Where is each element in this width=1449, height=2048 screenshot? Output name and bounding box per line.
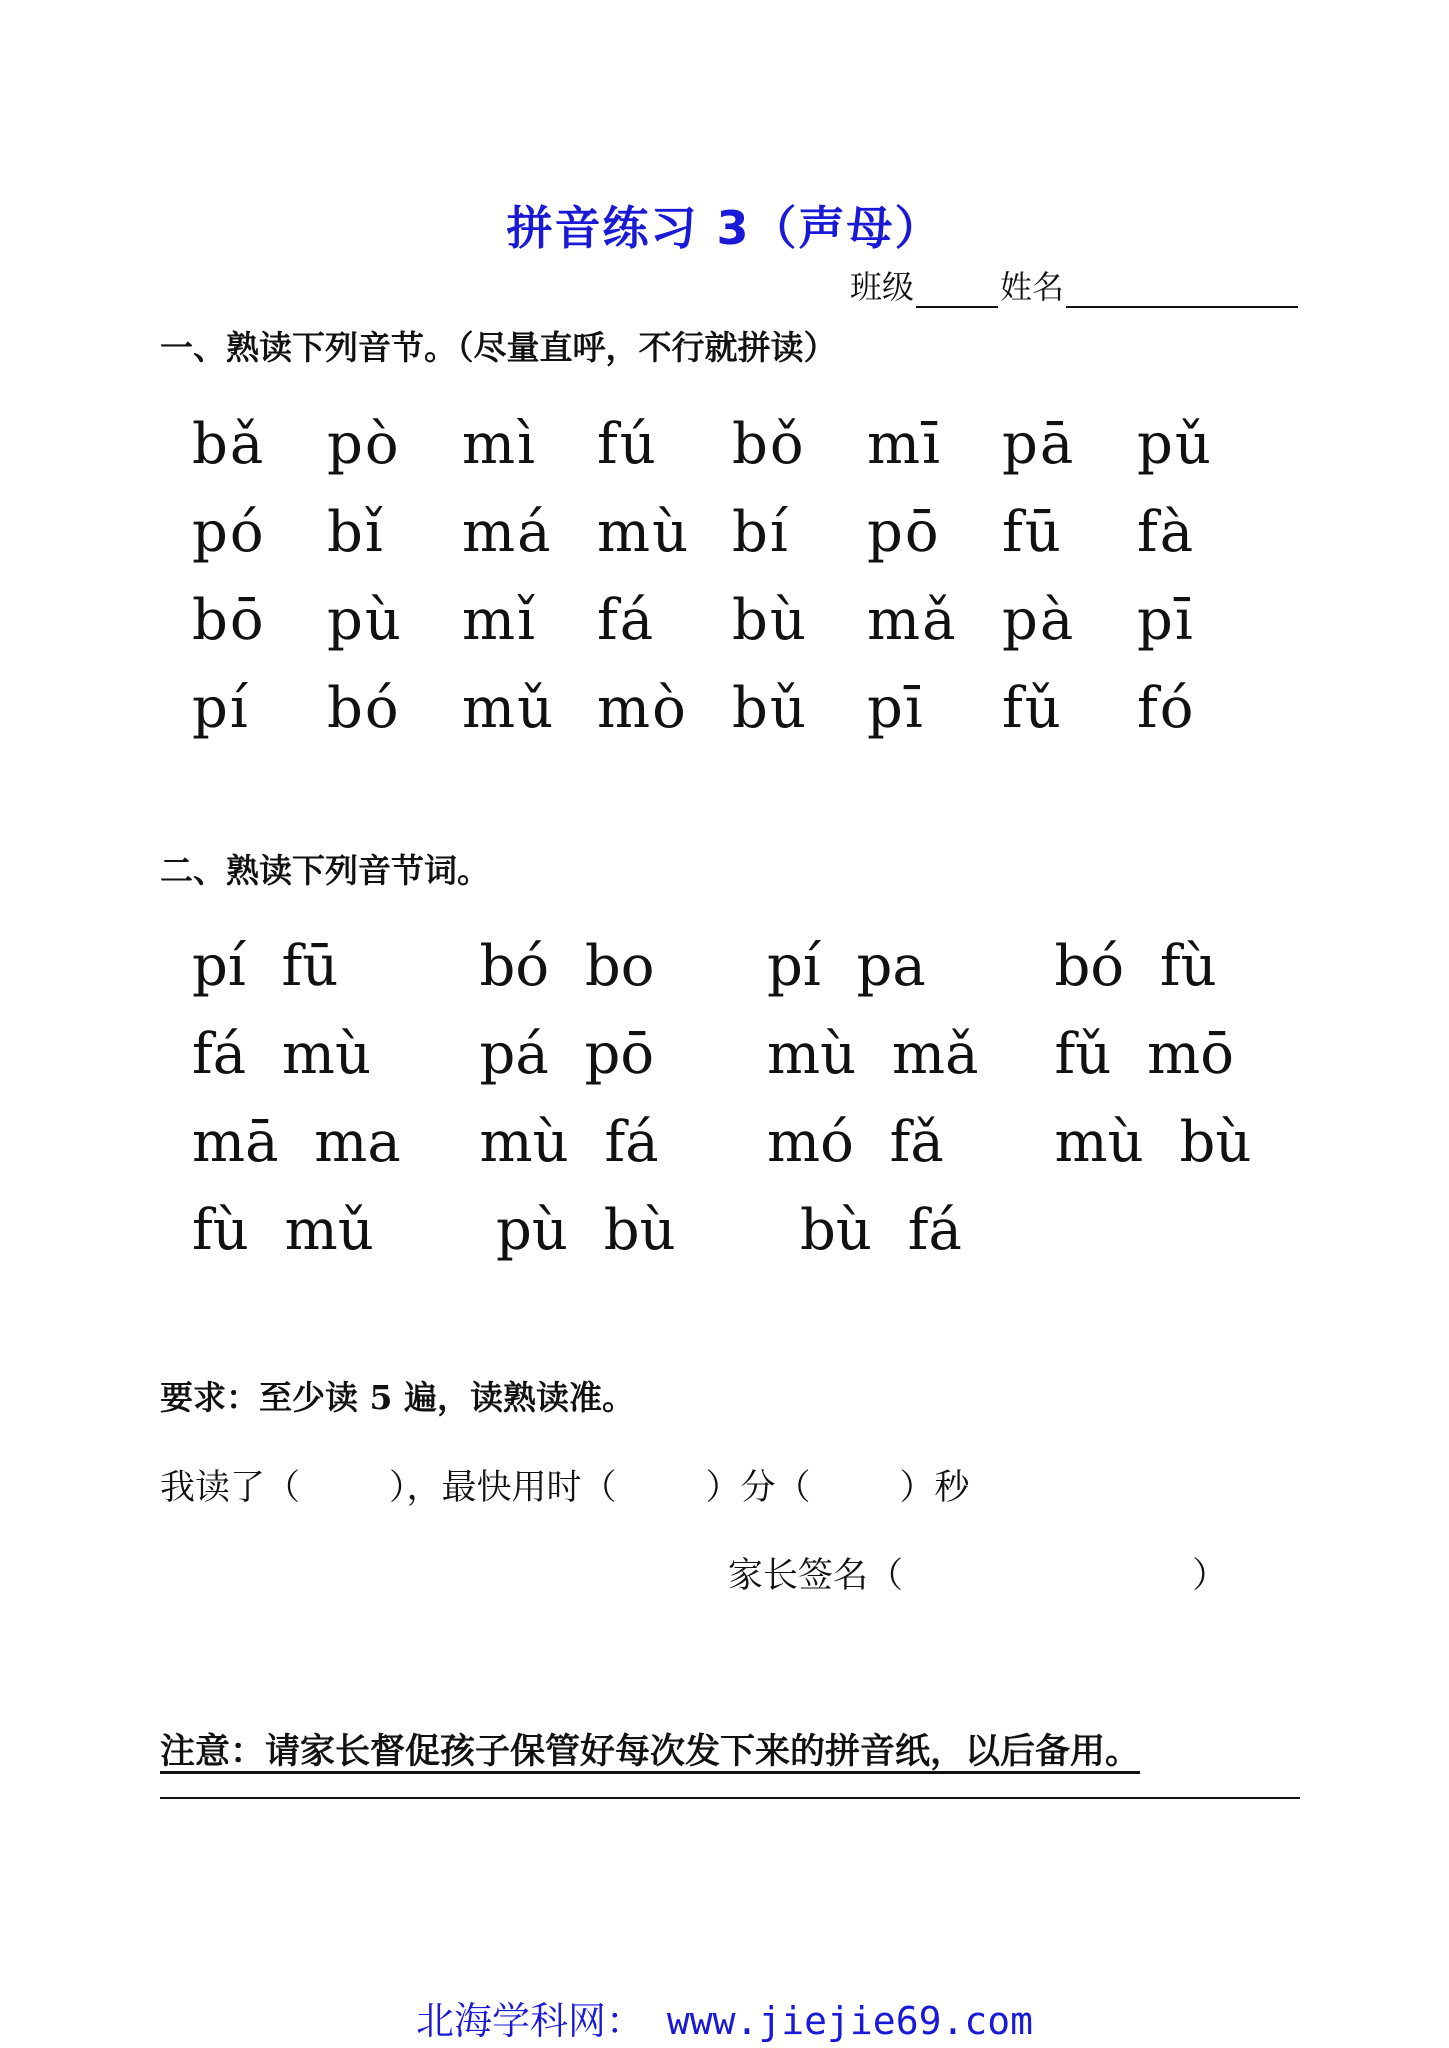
syllable: fú [597,411,658,477]
reading-record: 我读了（ ），最快用时（ ）分（ ）秒 [160,1468,970,1508]
syllable-word: pù bù [496,1197,676,1263]
syllable: mǎ [867,587,958,653]
syllable: mù [597,499,691,565]
divider [160,1797,1300,1799]
syllable-row [192,488,1292,576]
syllable: pà [1002,587,1076,653]
syllable: mī [867,411,943,477]
syllable: pā [1002,411,1076,477]
name-blank [1066,270,1298,308]
class-blank [916,270,998,308]
syllable: pù [327,587,403,653]
syllable-word: fù mǔ [192,1197,374,1263]
requirement-text: 要求：至少读 5 遍，读熟读准。 [160,1378,635,1417]
syllable: bí [732,499,790,565]
section2-heading: 二、熟读下列音节词。 [160,851,490,890]
syllable-word: pí pa [767,933,926,999]
word-row [192,1098,1342,1186]
syllable: má [462,499,553,565]
syllable-word: mù fá [479,1109,659,1175]
syllable: bǐ [327,499,385,565]
syllable: pī [867,675,925,741]
word-row [192,922,1342,1010]
syllable: mǔ [462,675,556,741]
word-row [192,1010,1342,1098]
syllable: bó [327,675,401,741]
syllable: pó [192,499,266,565]
footer-watermark: 北海学科网： www.jiejie69.com [416,1999,1033,2043]
syllable-row [192,576,1292,664]
syllable: bǔ [732,675,808,741]
syllable: pī [1137,587,1195,653]
syllable: mì [462,411,538,477]
syllable: bō [192,587,266,653]
syllable-word: pá pō [479,1021,655,1087]
note-text: 注意：请家长督促孩子保管好每次发下来的拼音纸，以后备用。 [160,1731,1141,1772]
syllable: fá [597,587,656,653]
syllable-row [192,400,1292,488]
syllable: bǒ [732,411,806,477]
class-label: 班级 [850,268,915,306]
syllable-word: bù fá [800,1197,962,1263]
syllable: fà [1137,499,1196,565]
syllable-word: pí fū [192,933,339,999]
syllable: pò [327,411,401,477]
syllable-grid [192,400,1292,752]
parent-signature: 家长签名（ ） [728,1556,1228,1596]
syllable-word: bó bo [479,933,655,999]
word-row [192,1186,1342,1274]
syllable: mò [597,675,688,741]
section1-heading: 一、熟读下列音节。（尽量直呼，不行就拼读） [160,328,837,367]
syllable: bǎ [192,411,266,477]
syllable-word: mù bù [1054,1109,1252,1175]
syllable-word: mù mǎ [767,1021,979,1087]
syllable: bù [732,587,808,653]
syllable-row [192,664,1292,752]
syllable: pí [192,675,250,741]
syllable: mǐ [462,587,538,653]
syllable-word: mó fǎ [767,1109,944,1175]
syllable-word: fǔ mō [1054,1021,1234,1087]
student-info [850,262,1310,308]
syllable-word: bó fù [1054,933,1217,999]
word-grid [192,922,1342,1274]
syllable: fū [1002,499,1063,565]
syllable-word: fá mù [192,1021,372,1087]
name-label: 姓名 [1000,268,1065,306]
syllable: pǔ [1137,411,1213,477]
syllable: pō [867,499,941,565]
syllable: fó [1137,675,1196,741]
syllable-word: mā ma [192,1109,401,1175]
syllable: fǔ [1002,675,1063,741]
page-title: 拼音练习 3（声母） [506,201,943,255]
